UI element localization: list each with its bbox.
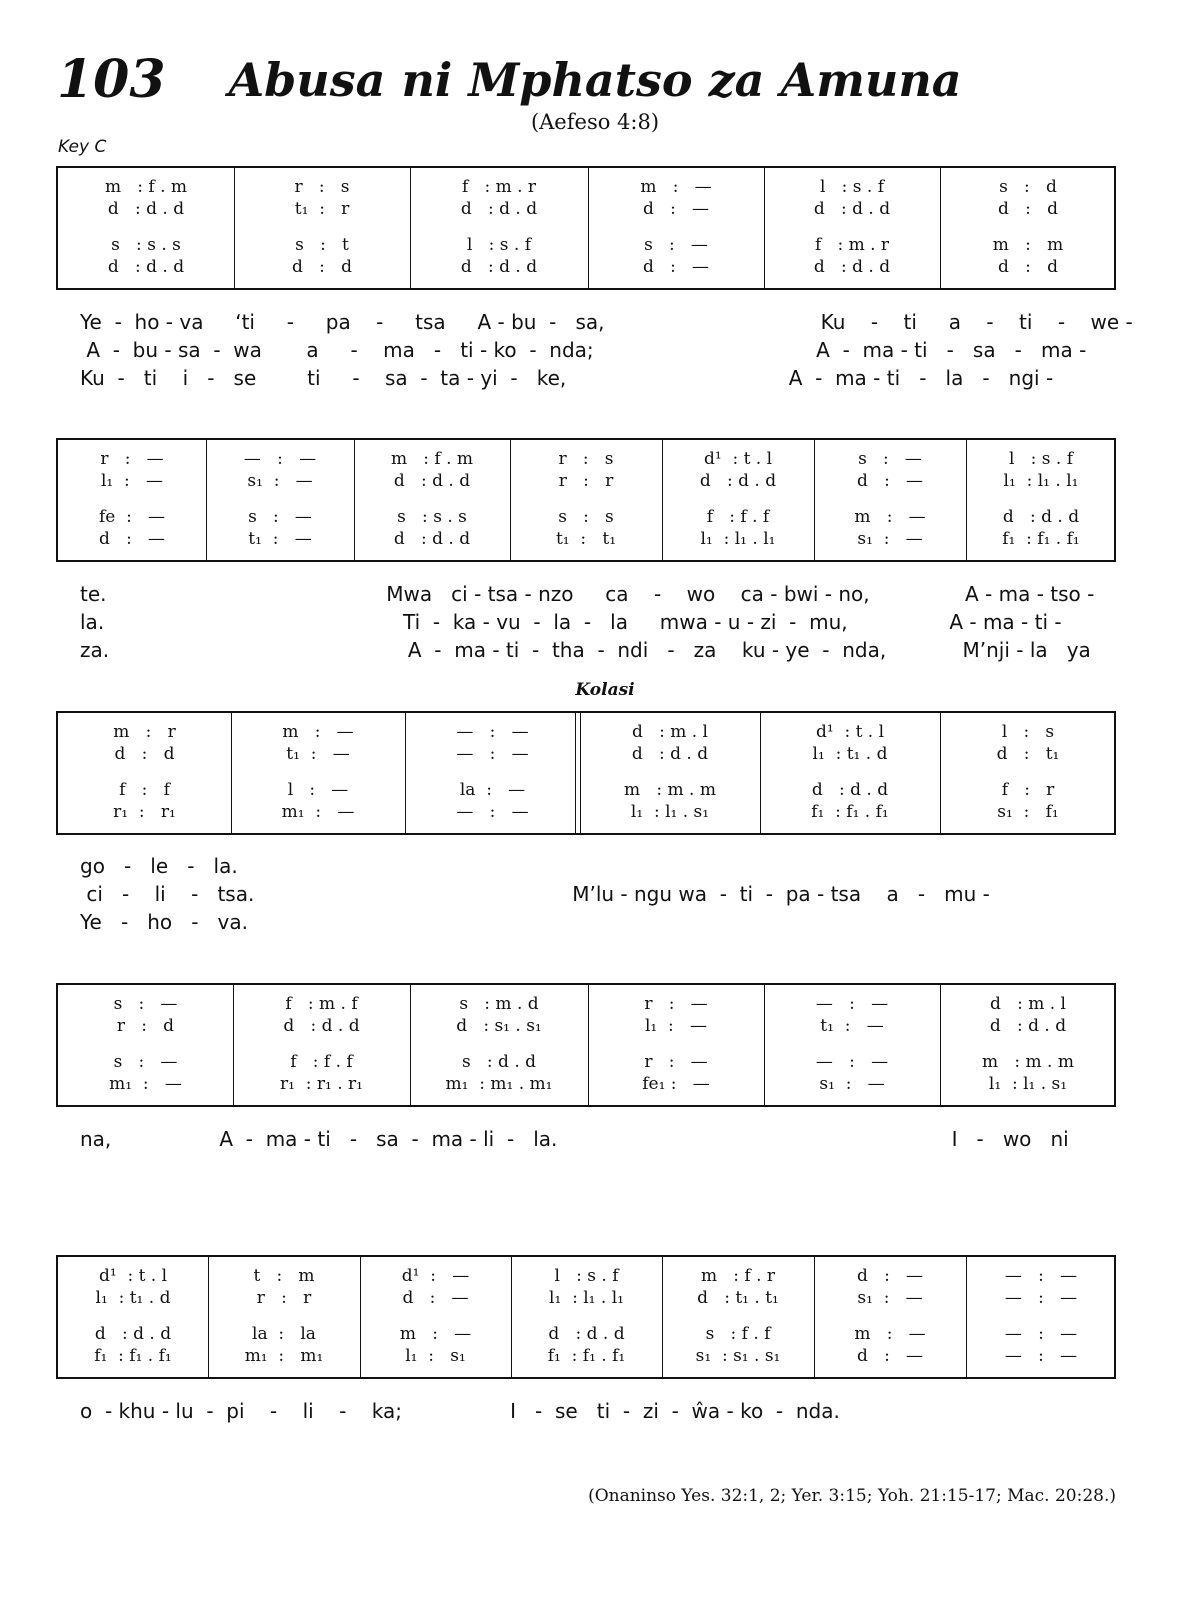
measure <box>966 1257 1116 1377</box>
tenor-notes: f : f <box>119 780 170 800</box>
music-system <box>56 1255 1116 1379</box>
alto-notes: d : d . d <box>107 199 185 219</box>
measure <box>58 985 233 1105</box>
soprano-notes: r : — <box>644 994 708 1014</box>
measure <box>764 168 940 288</box>
soprano-notes: d¹ : — <box>401 1266 470 1286</box>
measure <box>940 713 1116 833</box>
soprano-notes: m : f . m <box>104 177 188 197</box>
music-system <box>56 711 1116 835</box>
soprano-notes: s : m . d <box>459 994 539 1014</box>
measure <box>410 985 588 1105</box>
alto-notes: l₁ : t₁ . d <box>95 1288 171 1308</box>
alto-notes: d : t₁ . t₁ <box>697 1288 779 1308</box>
measure <box>966 440 1116 560</box>
alto-notes: — : — <box>1004 1288 1078 1308</box>
soprano-notes: l : s . f <box>1008 449 1073 469</box>
music-system <box>56 438 1116 562</box>
bass-notes: d : d . d <box>107 257 185 277</box>
alto-notes: s₁ : — <box>247 471 313 491</box>
bass-notes: t₁ : t₁ <box>555 529 617 549</box>
alto-notes: d : d . d <box>813 199 891 219</box>
bass-notes: m₁ : — <box>109 1074 182 1094</box>
alto-notes: t₁ : r <box>294 199 350 219</box>
soprano-notes: r : s <box>558 449 614 469</box>
lyric-line: na, A - ma - ti - sa - ma - li - la. I - wo ni <box>80 1127 1069 1151</box>
measure <box>58 168 234 288</box>
measure <box>588 985 764 1105</box>
footer-references: (Onaninso Yes. 32:1, 2; Yer. 3:15; Yoh. 21:15-17; Mac. 20:28.) <box>588 1486 1116 1506</box>
soprano-notes: s : — <box>858 449 922 469</box>
measure <box>354 440 510 560</box>
tenor-notes: f : r <box>1001 780 1055 800</box>
soprano-notes: — : — <box>815 994 889 1014</box>
alto-notes: d : d <box>998 199 1058 219</box>
soprano-notes: f : m . f <box>285 994 358 1014</box>
soprano-notes: — : — <box>1004 1266 1078 1286</box>
lyric-line: te. Mwa ci - tsa - nzo ca - wo ca - bwi - no, A - ma - tso - <box>80 582 1095 606</box>
measure <box>405 713 580 833</box>
tenor-notes: f : m . r <box>814 235 890 255</box>
soprano-notes: — : — <box>243 449 317 469</box>
measure <box>208 1257 360 1377</box>
soprano-notes: d : m . l <box>990 994 1066 1014</box>
tenor-notes: d : d . d <box>94 1324 172 1344</box>
bass-notes: s₁ : s₁ . s₁ <box>695 1346 781 1366</box>
measure <box>940 168 1116 288</box>
soprano-notes: m : — <box>640 177 712 197</box>
hymn-title: Abusa ni Mphatso za Amuna <box>228 53 962 107</box>
tenor-notes: m : m . m <box>982 1052 1074 1072</box>
key-signature: Key C <box>58 137 107 157</box>
bass-notes: t₁ : — <box>248 529 312 549</box>
tenor-notes: — : — <box>1004 1324 1078 1344</box>
tenor-notes: f : f . f <box>290 1052 353 1072</box>
alto-notes: d : d . d <box>283 1016 360 1036</box>
bass-notes: d : d <box>998 257 1058 277</box>
bass-notes: s₁ : — <box>857 529 923 549</box>
soprano-notes: l : s . f <box>819 177 884 197</box>
bass-notes: — : — <box>456 802 529 822</box>
alto-notes: — : — <box>456 744 529 764</box>
measure <box>510 440 662 560</box>
alto-notes: s₁ : — <box>857 1288 923 1308</box>
tenor-notes: m : — <box>854 1324 926 1344</box>
bass-notes: l₁ : s₁ <box>405 1346 466 1366</box>
soprano-notes: d : — <box>856 1266 924 1286</box>
bass-notes: l₁ : l₁ . s₁ <box>630 802 710 822</box>
tenor-notes: r : — <box>644 1052 708 1072</box>
bass-notes: d : — <box>856 1346 924 1366</box>
measure <box>410 168 588 288</box>
tenor-notes: d : d . d <box>811 780 889 800</box>
measure <box>511 1257 662 1377</box>
bass-notes: r₁ : r₁ <box>113 802 176 822</box>
measure <box>206 440 354 560</box>
lyric-line: ci - li - tsa. M’lu - ngu wa - ti - pa - tsa a - mu - <box>80 882 990 906</box>
chorus-label: Kolasi <box>575 680 635 700</box>
lyric-line: A - bu - sa - wa a - ma - ti - ko - nda; A - ma - ti - sa - ma - <box>80 338 1087 362</box>
bass-notes: l₁ : l₁ . l₁ <box>700 529 776 549</box>
bass-notes: m₁ : m₁ . m₁ <box>445 1074 553 1094</box>
tenor-notes: s : f . f <box>705 1324 771 1344</box>
bass-notes: d : d . d <box>393 529 471 549</box>
bass-notes: m₁ : — <box>281 802 355 822</box>
soprano-notes: s : d <box>999 177 1057 197</box>
alto-notes: l₁ : t₁ . d <box>812 744 888 764</box>
tenor-notes: m : — <box>399 1324 472 1344</box>
alto-notes: d : s₁ . s₁ <box>456 1016 542 1036</box>
lyric-line: o - khu - lu - pi - li - ka; I - se ti - zi - ŵa - ko - nda. <box>80 1399 840 1423</box>
lyric-line: Ye - ho - va. <box>80 910 248 934</box>
tenor-notes: — : — <box>815 1052 889 1072</box>
tenor-notes: l : s . f <box>466 235 531 255</box>
alto-notes: l₁ : — <box>101 471 163 491</box>
tenor-notes: f : f . f <box>706 507 770 527</box>
alto-notes: t₁ : — <box>286 744 350 764</box>
soprano-notes: f : m . r <box>461 177 537 197</box>
alto-notes: r : d <box>116 1016 175 1036</box>
soprano-notes: d¹ : t . l <box>98 1266 168 1286</box>
soprano-notes: m : f . r <box>700 1266 776 1286</box>
bass-notes: d : d <box>292 257 352 277</box>
soprano-notes: l : s . f <box>554 1266 619 1286</box>
measure <box>940 985 1116 1105</box>
measure <box>58 1257 208 1377</box>
alto-notes: t₁ : — <box>820 1016 884 1036</box>
measure <box>662 440 814 560</box>
lyric-line: la. Ti - ka - vu - la - la mwa - u - zi - mu, A - ma - ti - <box>80 610 1062 634</box>
soprano-notes: m : f . m <box>390 449 474 469</box>
bass-notes: m₁ : m₁ <box>244 1346 324 1366</box>
soprano-notes: m : r <box>113 722 176 742</box>
scripture-reference: (Aefeso 4:8) <box>530 110 660 134</box>
soprano-notes: r : s <box>294 177 350 197</box>
tenor-notes: s : — <box>248 507 312 527</box>
bass-notes: f₁ : f₁ . f₁ <box>547 1346 626 1366</box>
bass-notes: r₁ : r₁ . r₁ <box>280 1074 363 1094</box>
lyric-line: za. A - ma - ti - tha - ndi - za ku - ye - nda, M’nji - la ya <box>80 638 1091 662</box>
alto-notes: l₁ : l₁ . l₁ <box>549 1288 624 1308</box>
bass-notes: d : — <box>642 257 710 277</box>
measure <box>764 985 940 1105</box>
tenor-notes: s : — <box>644 235 708 255</box>
alto-notes: d : d . d <box>631 744 709 764</box>
measure <box>233 985 410 1105</box>
soprano-notes: — : — <box>456 722 529 742</box>
soprano-notes: m : — <box>282 722 354 742</box>
lyric-line: Ye - ho - va ‘ti - pa - tsa A - bu - sa, Ku - ti a - ti - we - <box>80 310 1133 334</box>
tenor-notes: la : la <box>252 1324 316 1344</box>
tenor-notes: s : — <box>113 1052 178 1072</box>
measure <box>58 440 206 560</box>
soprano-notes: r : — <box>100 449 164 469</box>
alto-notes: d : d . d <box>393 471 471 491</box>
soprano-notes: d¹ : t . l <box>703 449 773 469</box>
tenor-notes: m : — <box>854 507 926 527</box>
alto-notes: r : r <box>256 1288 312 1308</box>
alto-notes: r : r <box>558 471 614 491</box>
soprano-notes: d¹ : t . l <box>815 722 885 742</box>
measure <box>814 1257 966 1377</box>
soprano-notes: s : — <box>113 994 178 1014</box>
music-system <box>56 166 1116 290</box>
measure <box>231 713 405 833</box>
music-system <box>56 983 1116 1107</box>
bass-notes: fe₁ : — <box>642 1074 710 1094</box>
soprano-notes: t : m <box>253 1266 315 1286</box>
measure <box>234 168 410 288</box>
soprano-notes: d : m . l <box>632 722 708 742</box>
alto-notes: d : d . d <box>699 471 777 491</box>
bass-notes: f₁ : f₁ . f₁ <box>811 802 889 822</box>
alto-notes: d : d . d <box>460 199 538 219</box>
tenor-notes: m : m <box>992 235 1064 255</box>
measure <box>760 713 940 833</box>
tenor-notes: s : s . s <box>111 235 181 255</box>
tenor-notes: s : s . s <box>397 507 467 527</box>
tenor-notes: fe : — <box>98 507 166 527</box>
alto-notes: d : — <box>402 1288 469 1308</box>
tenor-notes: s : d . d <box>461 1052 537 1072</box>
tenor-notes: d : d . d <box>1002 507 1080 527</box>
lyric-line: go - le - la. <box>80 854 238 878</box>
hymn-number: 103 <box>57 49 166 110</box>
tenor-notes: d : d . d <box>548 1324 625 1344</box>
bass-notes: s₁ : f₁ <box>997 802 1059 822</box>
bass-notes: l₁ : l₁ . s₁ <box>988 1074 1068 1094</box>
bass-notes: — : — <box>1004 1346 1078 1366</box>
measure <box>580 713 760 833</box>
alto-notes: l₁ : — <box>645 1016 707 1036</box>
alto-notes: d : t₁ <box>996 744 1060 764</box>
alto-notes: d : d . d <box>989 1016 1067 1036</box>
tenor-notes: l : — <box>287 780 349 800</box>
alto-notes: l₁ : l₁ . l₁ <box>1003 471 1079 491</box>
measure <box>662 1257 814 1377</box>
tenor-notes: s : s <box>558 507 614 527</box>
measure <box>360 1257 511 1377</box>
bass-notes: f₁ : f₁ . f₁ <box>94 1346 172 1366</box>
bass-notes: d : — <box>98 529 166 549</box>
bass-notes: f₁ : f₁ . f₁ <box>1002 529 1080 549</box>
bass-notes: s₁ : — <box>819 1074 885 1094</box>
tenor-notes: m : m . m <box>624 780 716 800</box>
measure <box>588 168 764 288</box>
alto-notes: d : — <box>642 199 710 219</box>
alto-notes: d : d <box>114 744 175 764</box>
tenor-notes: s : t <box>295 235 349 255</box>
bass-notes: d : d . d <box>460 257 538 277</box>
measure <box>58 713 231 833</box>
tenor-notes: la : — <box>459 780 526 800</box>
measure <box>814 440 966 560</box>
soprano-notes: l : s <box>1001 722 1055 742</box>
bass-notes: d : d . d <box>813 257 891 277</box>
alto-notes: d : — <box>856 471 924 491</box>
lyric-line: Ku - ti i - se ti - sa - ta - yi - ke, A - ma - ti - la - ngi - <box>80 366 1054 390</box>
